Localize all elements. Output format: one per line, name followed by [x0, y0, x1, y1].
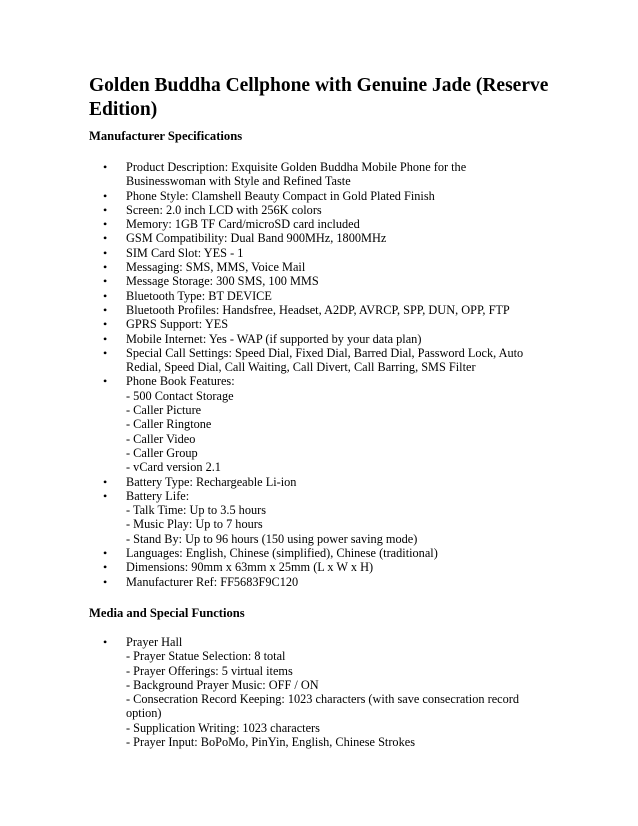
list-item-line: - Supplication Writing: 1023 characters [126, 720, 320, 735]
list-item-line: - Talk Time: Up to 3.5 hours [126, 503, 266, 518]
bullet-icon: • [103, 160, 108, 174]
bullet-icon: • [103, 202, 108, 217]
list-item-line: - Caller Video [126, 431, 196, 446]
bullet-icon: • [103, 231, 108, 246]
list-item-line: Product Description: Exquisite Golden Buddha Mobile Phone for the [126, 160, 467, 174]
list-item-line: Screen: 2.0 inch LCD with 256K colors [126, 202, 322, 217]
list-item [89, 374, 549, 474]
list-item-line: Battery Type: Rechargeable Li-ion [126, 474, 297, 489]
list-item [89, 635, 549, 749]
list-item-line: - Music Play: Up to 7 hours [126, 517, 263, 532]
list-item [89, 560, 549, 574]
list-item-line: option) [126, 706, 162, 721]
list-item-line: GSM Compatibility: Dual Band 900MHz, 1800MHz [126, 231, 387, 246]
list-item-line: - Prayer Offerings: 5 virtual items [126, 663, 293, 678]
bullet-icon: • [103, 188, 108, 203]
list-item [89, 346, 549, 375]
list-item-line: Memory: 1GB TF Card/microSD card included [126, 217, 360, 232]
manufacturer-specifications-list [89, 160, 549, 589]
list-item-line: - Prayer Statue Selection: 8 total [126, 649, 286, 664]
list-item-line: Battery Life: [126, 488, 190, 503]
list-item [89, 203, 549, 217]
bullet-icon: • [103, 317, 108, 332]
list-item-line: Redial, Speed Dial, Call Waiting, Call Divert, Call Barring, SMS Filter [126, 360, 476, 375]
bullet-icon: • [103, 374, 108, 389]
list-item-line: - Background Prayer Music: OFF / ON [126, 677, 319, 692]
bullet-icon: • [103, 345, 108, 360]
list-item [89, 575, 549, 589]
list-item [89, 274, 549, 288]
bullet-icon: • [103, 245, 108, 260]
list-item-line: Bluetooth Type: BT DEVICE [126, 288, 272, 303]
list-item-line: - Caller Group [126, 445, 198, 460]
list-item [89, 303, 549, 317]
list-item-line: - 500 Contact Storage [126, 388, 234, 403]
page-title: Golden Buddha Cellphone with Genuine Jade (Reserve Edition) [89, 75, 549, 120]
list-item [89, 260, 549, 274]
list-item-line: - Caller Picture [126, 403, 202, 418]
list-item [89, 246, 549, 260]
list-item [89, 217, 549, 231]
list-item [89, 475, 549, 489]
bullet-icon: • [103, 635, 108, 649]
bullet-icon: • [103, 217, 108, 232]
list-item-line: - Stand By: Up to 96 hours (150 using power saving mode) [126, 531, 418, 546]
list-item [89, 289, 549, 303]
list-item-line: Prayer Hall [126, 635, 183, 649]
section-heading-media-special-functions: Media and Special Functions [89, 606, 245, 620]
list-item-line: Mobile Internet: Yes - WAP (if supported by your data plan) [126, 331, 422, 346]
section-heading-manufacturer-specifications: Manufacturer Specifications [89, 129, 243, 143]
bullet-icon: • [103, 560, 108, 575]
list-item [89, 231, 549, 245]
bullet-icon: • [103, 302, 108, 317]
bullet-icon: • [103, 474, 108, 489]
bullet-icon: • [103, 288, 108, 303]
bullet-icon: • [103, 331, 108, 346]
list-item-line: Special Call Settings: Speed Dial, Fixed Dial, Barred Dial, Password Lock, Auto [126, 345, 524, 360]
media-special-functions-list [89, 635, 549, 749]
list-item-line: Phone Book Features: [126, 374, 235, 389]
list-item-line: - vCard version 2.1 [126, 460, 221, 475]
list-item-line: Businesswoman with Style and Refined Taste [126, 174, 351, 189]
list-item [89, 189, 549, 203]
list-item-line: - Consecration Record Keeping: 1023 characters (with save consecration record [126, 692, 520, 707]
bullet-icon: • [103, 574, 108, 589]
list-item-line: Message Storage: 300 SMS, 100 MMS [126, 274, 319, 289]
list-item [89, 160, 549, 189]
bullet-icon: • [103, 260, 108, 275]
list-item-line: Manufacturer Ref: FF5683F9C120 [126, 574, 299, 589]
list-item-line: Dimensions: 90mm x 63mm x 25mm (L x W x H) [126, 560, 374, 575]
bullet-icon: • [103, 546, 108, 561]
list-item [89, 546, 549, 560]
list-item [89, 332, 549, 346]
list-item-line: - Caller Ringtone [126, 417, 212, 432]
list-item-line: Languages: English, Chinese (simplified), Chinese (traditional) [126, 546, 438, 561]
list-item-line: Bluetooth Profiles: Handsfree, Headset, A2DP, AVRCP, SPP, DUN, OPP, FTP [126, 302, 510, 317]
list-item-line: SIM Card Slot: YES - 1 [126, 245, 244, 260]
bullet-icon: • [103, 488, 108, 503]
list-item-line: Phone Style: Clamshell Beauty Compact in Gold Plated Finish [126, 188, 435, 203]
list-item-line: - Prayer Input: BoPoMo, PinYin, English, Chinese Strokes [126, 735, 415, 750]
list-item-line: GPRS Support: YES [126, 317, 229, 332]
bullet-icon: • [103, 274, 108, 289]
list-item [89, 317, 549, 331]
list-item-line: Messaging: SMS, MMS, Voice Mail [126, 260, 306, 275]
list-item [89, 489, 549, 546]
